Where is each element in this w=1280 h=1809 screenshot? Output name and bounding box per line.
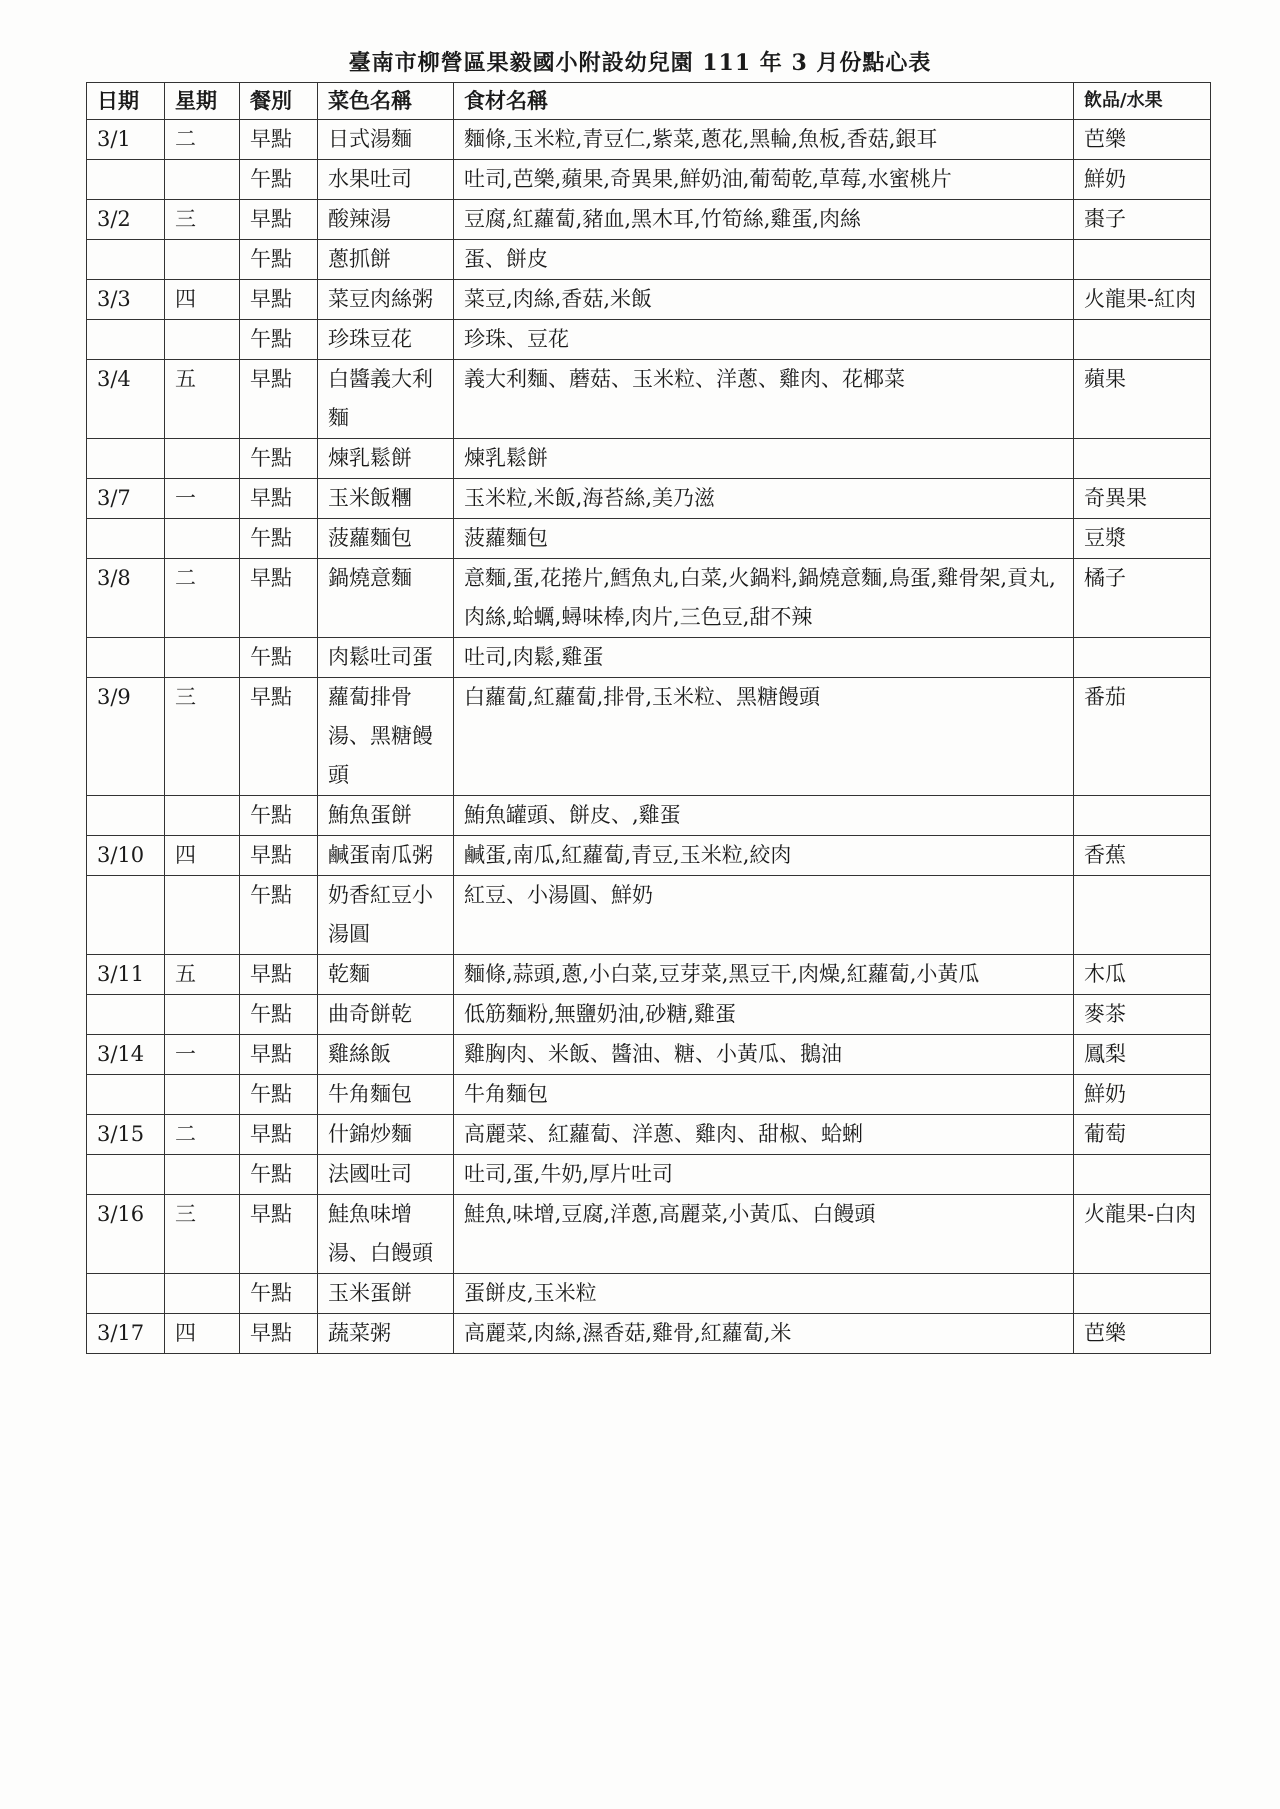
table-row — [87, 559, 1211, 638]
table-row — [87, 479, 1211, 519]
meal-cell: 早點 — [240, 678, 318, 796]
drink-cell: 芭樂 — [1074, 120, 1211, 160]
weekday-cell — [165, 876, 240, 955]
ingredients-cell: 煉乳鬆餅 — [454, 439, 1074, 479]
header-meal: 餐別 — [240, 83, 318, 120]
drink-cell: 鳳梨 — [1074, 1035, 1211, 1075]
weekday-cell — [165, 995, 240, 1035]
dish-cell: 肉鬆吐司蛋 — [318, 638, 454, 678]
date-cell: 3/9 — [87, 678, 165, 796]
date-cell: 3/4 — [87, 360, 165, 439]
table-row — [87, 200, 1211, 240]
drink-cell: 鮮奶 — [1074, 160, 1211, 200]
date-cell — [87, 439, 165, 479]
table-row — [87, 1274, 1211, 1314]
weekday-cell — [165, 519, 240, 559]
ingredients-cell: 低筋麵粉,無鹽奶油,砂糖,雞蛋 — [454, 995, 1074, 1035]
dish-cell: 鮭魚味增湯、白饅頭 — [318, 1195, 454, 1274]
ingredients-cell: 吐司,肉鬆,雞蛋 — [454, 638, 1074, 678]
ingredients-cell: 蛋、餅皮 — [454, 240, 1074, 280]
drink-cell — [1074, 876, 1211, 955]
header-dish: 菜色名稱 — [318, 83, 454, 120]
table-row — [87, 519, 1211, 559]
drink-cell: 火龍果-紅肉 — [1074, 280, 1211, 320]
meal-cell: 早點 — [240, 836, 318, 876]
weekday-cell: 三 — [165, 678, 240, 796]
meal-cell: 早點 — [240, 1115, 318, 1155]
meal-cell: 早點 — [240, 1314, 318, 1354]
meal-cell: 午點 — [240, 876, 318, 955]
table-row — [87, 320, 1211, 360]
dish-cell: 雞絲飯 — [318, 1035, 454, 1075]
meal-cell: 早點 — [240, 360, 318, 439]
weekday-cell — [165, 320, 240, 360]
meal-cell: 午點 — [240, 240, 318, 280]
ingredients-cell: 珍珠、豆花 — [454, 320, 1074, 360]
table-header-row — [87, 83, 1211, 120]
meal-cell: 午點 — [240, 439, 318, 479]
ingredients-cell: 菜豆,肉絲,香菇,米飯 — [454, 280, 1074, 320]
meal-cell: 早點 — [240, 1035, 318, 1075]
ingredients-cell: 高麗菜,肉絲,濕香菇,雞骨,紅蘿蔔,米 — [454, 1314, 1074, 1354]
meal-cell: 午點 — [240, 638, 318, 678]
drink-cell: 橘子 — [1074, 559, 1211, 638]
drink-cell — [1074, 439, 1211, 479]
date-cell — [87, 1274, 165, 1314]
table-body — [87, 120, 1211, 1354]
date-cell — [87, 1075, 165, 1115]
table-row — [87, 876, 1211, 955]
drink-cell — [1074, 320, 1211, 360]
meal-cell: 午點 — [240, 1274, 318, 1314]
date-cell: 3/16 — [87, 1195, 165, 1274]
drink-cell — [1074, 1274, 1211, 1314]
ingredients-cell: 意麵,蛋,花捲片,鱈魚丸,白菜,火鍋料,鍋燒意麵,鳥蛋,雞骨架,貢丸,肉絲,蛤蠣,蟳味棒,肉片,三色豆,甜不辣 — [454, 559, 1074, 638]
weekday-cell: 三 — [165, 1195, 240, 1274]
table-row — [87, 240, 1211, 280]
document-title: 臺南市柳營區果毅國小附設幼兒園 111 年 3 月份點心表 — [348, 50, 932, 76]
drink-cell — [1074, 638, 1211, 678]
meal-cell: 午點 — [240, 160, 318, 200]
date-cell: 3/1 — [87, 120, 165, 160]
weekday-cell: 四 — [165, 1314, 240, 1354]
meal-cell: 早點 — [240, 955, 318, 995]
dish-cell: 日式湯麵 — [318, 120, 454, 160]
table-row — [87, 120, 1211, 160]
table-row — [87, 638, 1211, 678]
table-row — [87, 1115, 1211, 1155]
meal-cell: 早點 — [240, 280, 318, 320]
drink-cell: 葡萄 — [1074, 1115, 1211, 1155]
weekday-cell — [165, 240, 240, 280]
table-row — [87, 1195, 1211, 1274]
ingredients-cell: 義大利麵、蘑菇、玉米粒、洋蔥、雞肉、花椰菜 — [454, 360, 1074, 439]
drink-cell — [1074, 1155, 1211, 1195]
table-row — [87, 678, 1211, 796]
table-row — [87, 360, 1211, 439]
date-cell — [87, 1155, 165, 1195]
drink-cell: 鮮奶 — [1074, 1075, 1211, 1115]
dish-cell: 白醬義大利麵 — [318, 360, 454, 439]
meal-cell: 早點 — [240, 1195, 318, 1274]
dish-cell: 珍珠豆花 — [318, 320, 454, 360]
drink-cell: 豆漿 — [1074, 519, 1211, 559]
table-row — [87, 439, 1211, 479]
dish-cell: 牛角麵包 — [318, 1075, 454, 1115]
ingredients-cell: 白蘿蔔,紅蘿蔔,排骨,玉米粒、黑糖饅頭 — [454, 678, 1074, 796]
date-cell — [87, 160, 165, 200]
ingredients-cell: 豆腐,紅蘿蔔,豬血,黑木耳,竹筍絲,雞蛋,肉絲 — [454, 200, 1074, 240]
meal-cell: 午點 — [240, 320, 318, 360]
meal-cell: 午點 — [240, 519, 318, 559]
weekday-cell: 二 — [165, 559, 240, 638]
ingredients-cell: 玉米粒,米飯,海苔絲,美乃滋 — [454, 479, 1074, 519]
header-ingredients: 食材名稱 — [454, 83, 1074, 120]
meal-cell: 午點 — [240, 1075, 318, 1115]
drink-cell: 火龍果-白肉 — [1074, 1195, 1211, 1274]
drink-cell — [1074, 796, 1211, 836]
dish-cell: 法國吐司 — [318, 1155, 454, 1195]
drink-cell: 蘋果 — [1074, 360, 1211, 439]
dish-cell: 鮪魚蛋餅 — [318, 796, 454, 836]
weekday-cell — [165, 1155, 240, 1195]
drink-cell: 木瓜 — [1074, 955, 1211, 995]
ingredients-cell: 麵條,蒜頭,蔥,小白菜,豆芽菜,黑豆干,肉燥,紅蘿蔔,小黃瓜 — [454, 955, 1074, 995]
ingredients-cell: 麵條,玉米粒,青豆仁,紫菜,蔥花,黑輪,魚板,香菇,銀耳 — [454, 120, 1074, 160]
dish-cell: 水果吐司 — [318, 160, 454, 200]
weekday-cell: 四 — [165, 280, 240, 320]
ingredients-cell: 吐司,芭樂,蘋果,奇異果,鮮奶油,葡萄乾,草莓,水蜜桃片 — [454, 160, 1074, 200]
ingredients-cell: 蛋餅皮,玉米粒 — [454, 1274, 1074, 1314]
meal-cell: 午點 — [240, 995, 318, 1035]
dish-cell: 酸辣湯 — [318, 200, 454, 240]
dish-cell: 奶香紅豆小湯圓 — [318, 876, 454, 955]
table-row — [87, 160, 1211, 200]
dish-cell: 乾麵 — [318, 955, 454, 995]
header-drink: 飲品/水果 — [1074, 83, 1211, 120]
weekday-cell: 五 — [165, 360, 240, 439]
table-row — [87, 836, 1211, 876]
ingredients-cell: 菠蘿麵包 — [454, 519, 1074, 559]
ingredients-cell: 鹹蛋,南瓜,紅蘿蔔,青豆,玉米粒,絞肉 — [454, 836, 1074, 876]
date-cell: 3/15 — [87, 1115, 165, 1155]
weekday-cell — [165, 1274, 240, 1314]
ingredients-cell: 鮪魚罐頭、餅皮、,雞蛋 — [454, 796, 1074, 836]
dish-cell: 鍋燒意麵 — [318, 559, 454, 638]
meal-cell: 早點 — [240, 559, 318, 638]
ingredients-cell: 牛角麵包 — [454, 1075, 1074, 1115]
date-cell — [87, 876, 165, 955]
meal-cell: 早點 — [240, 120, 318, 160]
weekday-cell: 一 — [165, 479, 240, 519]
dish-cell: 玉米飯糰 — [318, 479, 454, 519]
dish-cell: 蘿蔔排骨湯、黑糖饅頭 — [318, 678, 454, 796]
dish-cell: 蔬菜粥 — [318, 1314, 454, 1354]
drink-cell: 香蕉 — [1074, 836, 1211, 876]
dish-cell: 菜豆肉絲粥 — [318, 280, 454, 320]
header-date: 日期 — [87, 83, 165, 120]
weekday-cell — [165, 439, 240, 479]
date-cell: 3/3 — [87, 280, 165, 320]
table-row — [87, 1035, 1211, 1075]
dish-cell: 鹹蛋南瓜粥 — [318, 836, 454, 876]
ingredients-cell: 紅豆、小湯圓、鮮奶 — [454, 876, 1074, 955]
date-cell — [87, 519, 165, 559]
table-row — [87, 1155, 1211, 1195]
drink-cell: 麥茶 — [1074, 995, 1211, 1035]
ingredients-cell: 吐司,蛋,牛奶,厚片吐司 — [454, 1155, 1074, 1195]
weekday-cell: 二 — [165, 1115, 240, 1155]
date-cell: 3/17 — [87, 1314, 165, 1354]
date-cell — [87, 796, 165, 836]
dish-cell: 蔥抓餅 — [318, 240, 454, 280]
weekday-cell: 五 — [165, 955, 240, 995]
dish-cell: 菠蘿麵包 — [318, 519, 454, 559]
meal-cell: 午點 — [240, 1155, 318, 1195]
date-cell: 3/10 — [87, 836, 165, 876]
drink-cell: 棗子 — [1074, 200, 1211, 240]
date-cell — [87, 995, 165, 1035]
table-row — [87, 1075, 1211, 1115]
date-cell: 3/11 — [87, 955, 165, 995]
header-weekday: 星期 — [165, 83, 240, 120]
date-cell: 3/7 — [87, 479, 165, 519]
weekday-cell — [165, 638, 240, 678]
date-cell — [87, 638, 165, 678]
table-row — [87, 796, 1211, 836]
weekday-cell — [165, 796, 240, 836]
snack-menu-table — [86, 82, 1211, 1354]
date-cell — [87, 240, 165, 280]
date-cell: 3/8 — [87, 559, 165, 638]
drink-cell — [1074, 240, 1211, 280]
dish-cell: 曲奇餅乾 — [318, 995, 454, 1035]
dish-cell: 煉乳鬆餅 — [318, 439, 454, 479]
drink-cell: 番茄 — [1074, 678, 1211, 796]
ingredients-cell: 雞胸肉、米飯、醬油、糖、小黃瓜、鵝油 — [454, 1035, 1074, 1075]
table-row — [87, 955, 1211, 995]
weekday-cell: 一 — [165, 1035, 240, 1075]
weekday-cell — [165, 1075, 240, 1115]
dish-cell: 什錦炒麵 — [318, 1115, 454, 1155]
weekday-cell: 四 — [165, 836, 240, 876]
date-cell: 3/2 — [87, 200, 165, 240]
meal-cell: 早點 — [240, 200, 318, 240]
table-row — [87, 995, 1211, 1035]
ingredients-cell: 鮭魚,味增,豆腐,洋蔥,高麗菜,小黃瓜、白饅頭 — [454, 1195, 1074, 1274]
drink-cell: 芭樂 — [1074, 1314, 1211, 1354]
weekday-cell: 三 — [165, 200, 240, 240]
date-cell: 3/14 — [87, 1035, 165, 1075]
dish-cell: 玉米蛋餅 — [318, 1274, 454, 1314]
table-row — [87, 280, 1211, 320]
meal-cell: 午點 — [240, 796, 318, 836]
date-cell — [87, 320, 165, 360]
weekday-cell — [165, 160, 240, 200]
meal-cell: 早點 — [240, 479, 318, 519]
ingredients-cell: 高麗菜、紅蘿蔔、洋蔥、雞肉、甜椒、蛤蜊 — [454, 1115, 1074, 1155]
table-row — [87, 1314, 1211, 1354]
weekday-cell: 二 — [165, 120, 240, 160]
drink-cell: 奇異果 — [1074, 479, 1211, 519]
